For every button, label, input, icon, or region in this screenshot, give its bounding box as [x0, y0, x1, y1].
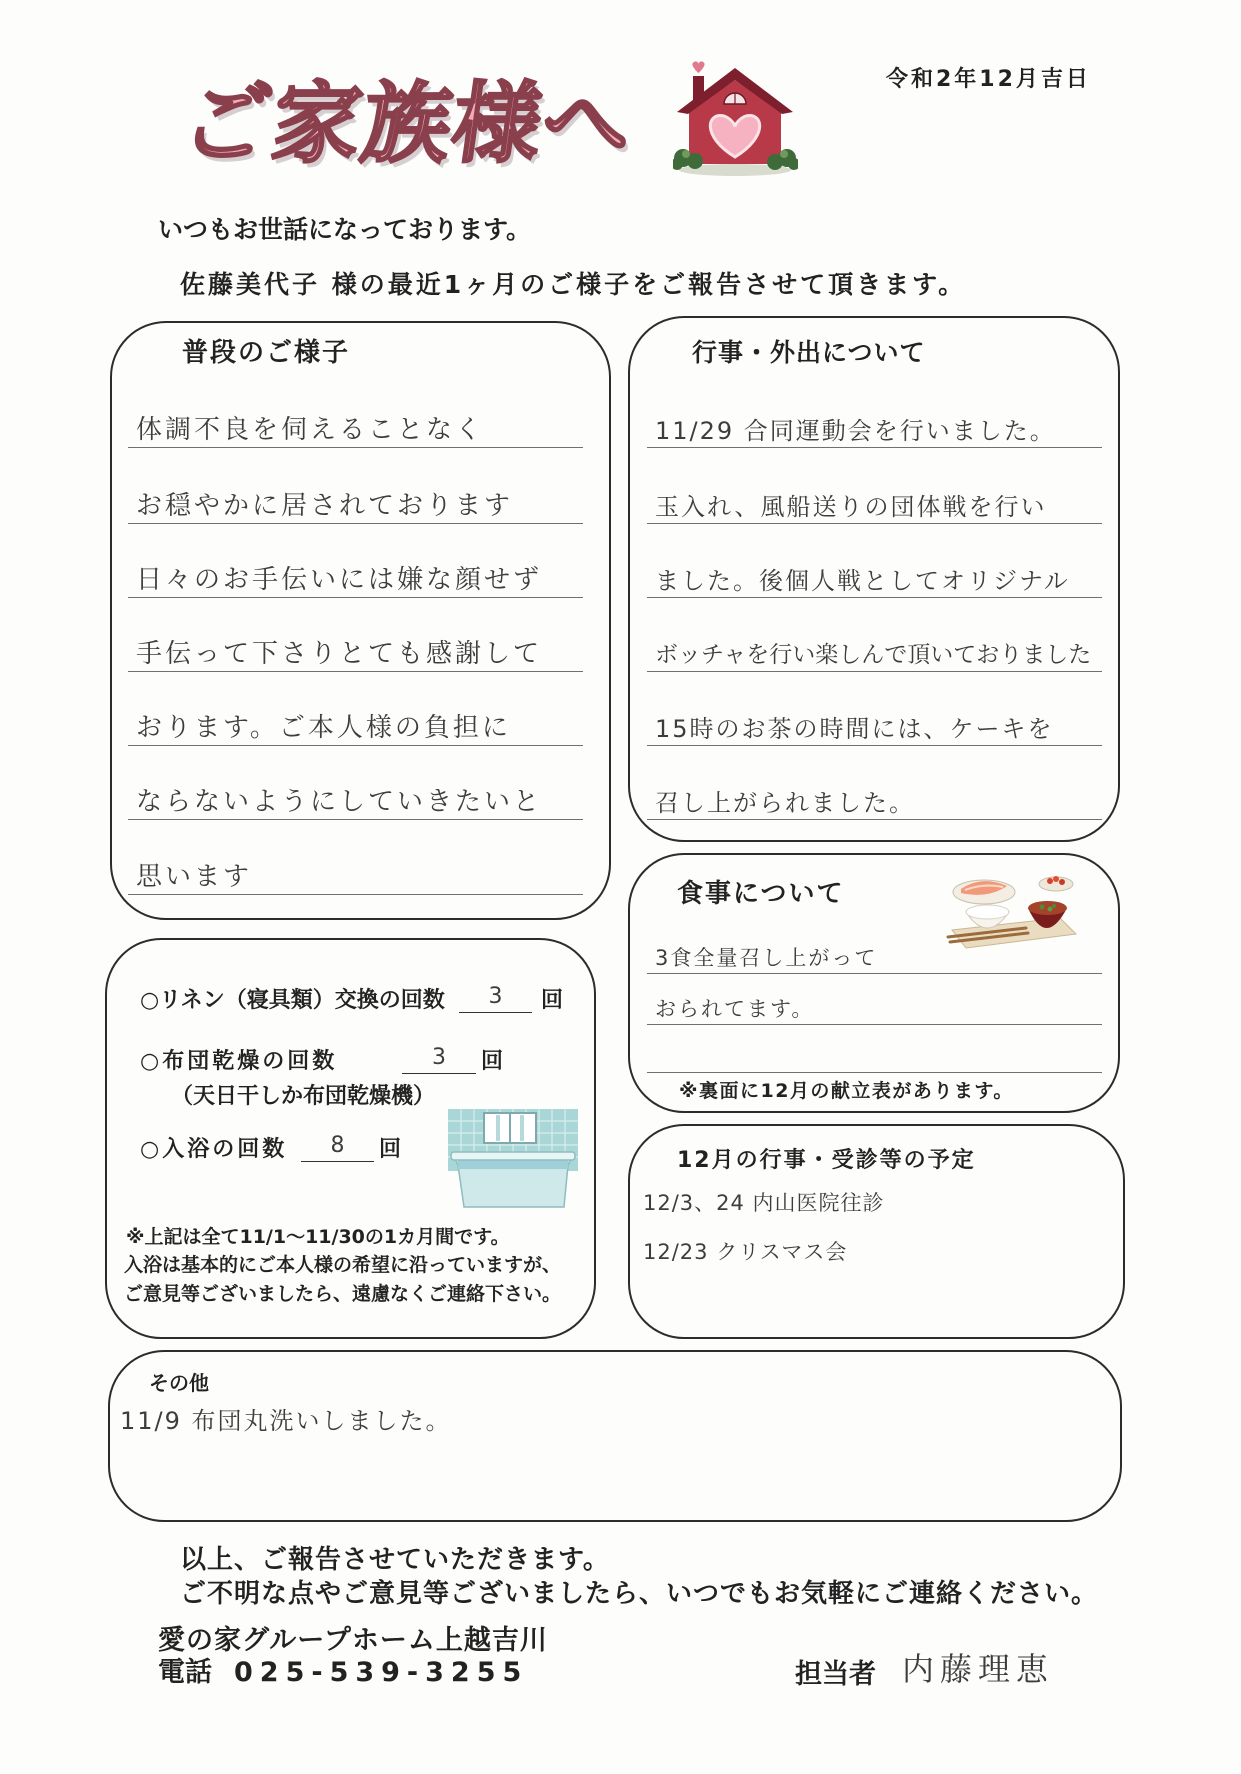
other-text: 11/9 布団丸洗いしました。	[120, 1407, 452, 1435]
bathtub-icon	[448, 1109, 578, 1211]
count-unit: 回	[541, 988, 564, 1013]
count-value: 3	[459, 985, 532, 1013]
meals-line: 3食全量召し上がって	[647, 934, 1102, 974]
count-value: 3	[402, 1046, 476, 1074]
count-row-futon-drying	[107, 1045, 594, 1080]
events-line: 11/29 合同運動会を行いました。	[647, 408, 1102, 448]
events-line: 召し上がられました。	[647, 780, 1102, 820]
phone-label: 電話	[158, 1657, 212, 1688]
menu-note: ※裏面に12月の献立表があります。	[679, 1080, 1014, 1102]
bathtub-icon-graphic	[448, 1109, 578, 1211]
events-line: 15時のお茶の時間には、ケーキを	[647, 706, 1102, 746]
closing-text: 以上、ご報告させていただきます。	[180, 1545, 610, 1575]
other-section	[108, 1350, 1122, 1522]
daily-line: ならないようにしていきたいと	[128, 780, 583, 820]
count-sub-note: （天日干しか布団乾燥機）	[171, 1084, 436, 1109]
contact-note: ご不明な点やご意見等ございましたら、いつでもお気軽にご連絡ください。	[180, 1579, 1099, 1609]
counts-note: ※上記は全て11/1～11/30の1カ月間です。	[126, 1226, 510, 1248]
house-heart-icon-graphic	[673, 60, 798, 178]
intro-text: 様の最近1ヶ月のご様子をご報告させて頂きます。	[331, 270, 967, 299]
meals-section	[628, 853, 1120, 1113]
count-label: ○入浴の回数	[140, 1137, 288, 1162]
resident-name: 佐藤美代子	[180, 270, 321, 299]
events-line: 玉入れ、風船送りの団体戦を行い	[647, 484, 1102, 524]
count-row-linen	[107, 984, 594, 1019]
events-heading: 行事・外出について	[692, 338, 926, 367]
daily-section	[110, 321, 611, 920]
staff-signature: 内藤理恵	[902, 1650, 1055, 1688]
events-section	[628, 316, 1120, 842]
facility-name: 愛の家グループホーム上越吉川	[158, 1625, 548, 1656]
issue-date: 令和2年12月吉日	[886, 67, 1091, 92]
house-heart-icon	[673, 60, 798, 178]
count-value: 8	[301, 1134, 374, 1162]
schedule-entry: 12/3、24 内山医院往診	[643, 1191, 885, 1215]
daily-line: 手伝って下さりとても感謝して	[128, 632, 583, 672]
page-title: ご家族様へ	[175, 72, 641, 175]
schedule-heading: 12月の行事・受診等の予定	[677, 1148, 976, 1173]
events-line: ボッチャを行い楽しんで頂いておりました	[647, 632, 1102, 672]
count-label: ○リネン（寝具類）交換の回数	[140, 988, 445, 1013]
events-line: ました。後個人戦としてオリジナル	[647, 558, 1102, 598]
counts-note: ご意見等ございましたら、遠慮なくご連絡下さい。	[124, 1283, 562, 1305]
daily-line: おります。ご本人様の負担に	[128, 706, 583, 746]
count-unit: 回	[379, 1137, 402, 1162]
other-heading: その他	[149, 1371, 209, 1395]
schedule-section	[628, 1124, 1125, 1339]
meals-heading: 食事について	[677, 879, 845, 909]
phone-line	[158, 1658, 528, 1688]
meals-line-blank	[647, 1033, 1102, 1073]
schedule-entry: 12/23 クリスマス会	[643, 1240, 848, 1264]
daily-line: 日々のお手伝いには嫌な顔せず	[128, 558, 583, 598]
counts-section	[105, 938, 596, 1339]
daily-line: お穏やかに居されております	[128, 484, 583, 524]
count-unit: 回	[481, 1049, 504, 1074]
counts-note: 入浴は基本的にご本人様の希望に沿っていますが、	[124, 1254, 562, 1276]
meals-line: おられてます。	[647, 985, 1102, 1025]
phone-number: 025-539-3255	[234, 1657, 529, 1688]
greeting-intro	[180, 271, 966, 299]
daily-line: 体調不良を伺えることなく	[128, 408, 583, 448]
count-label: ○布団乾燥の回数	[140, 1049, 338, 1074]
daily-heading: 普段のご様子	[182, 338, 351, 368]
daily-line: 思います	[128, 855, 583, 895]
staff-label: 担当者	[795, 1659, 876, 1690]
greeting-opening: いつもお世話になっております。	[158, 215, 532, 244]
